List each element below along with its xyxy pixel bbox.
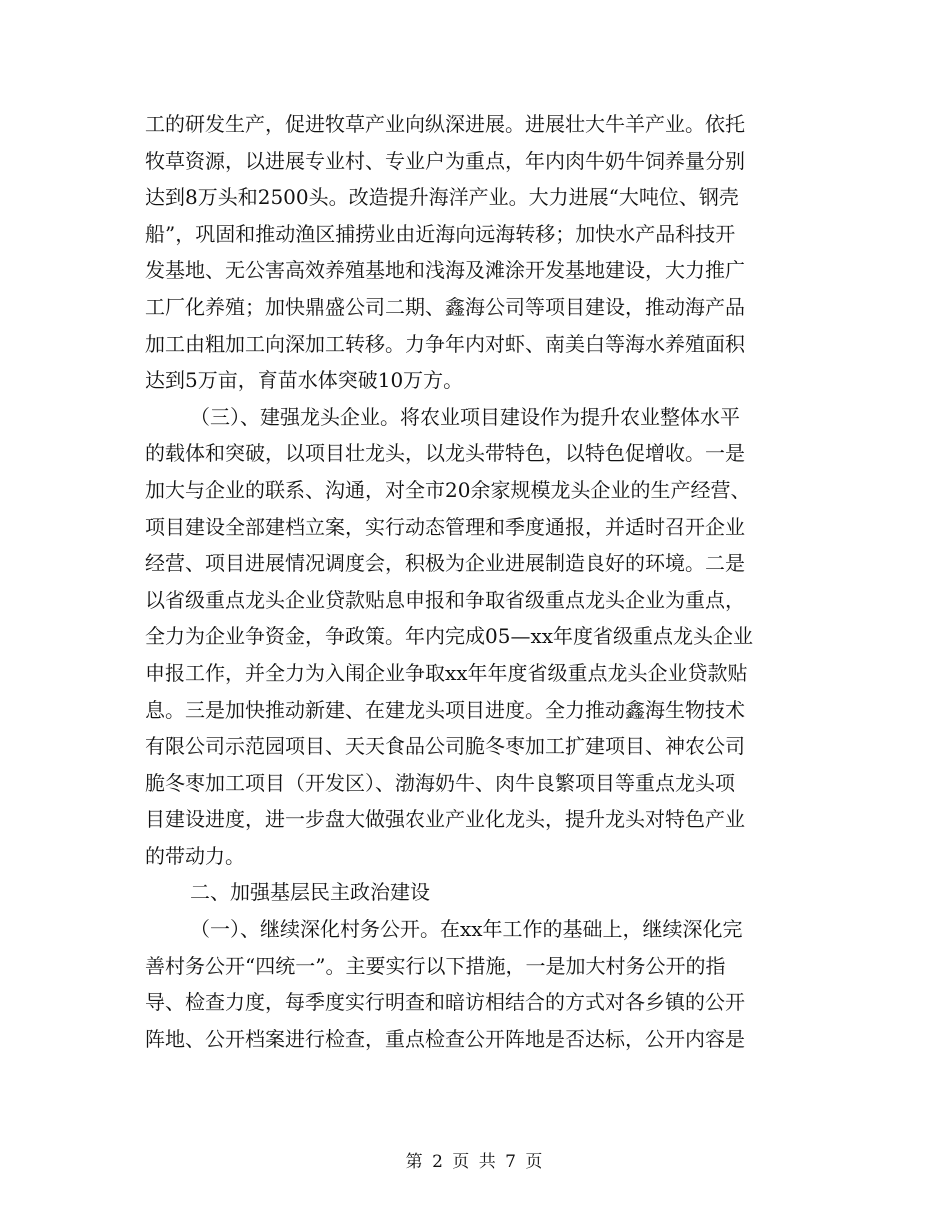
text-line: 达到8万头和2500头。改造提升海洋产业。大力进展“大吨位、钢壳 (145, 185, 739, 210)
text-line: 息。三是加快推动新建、在建龙头项目进度。全力推动鑫海生物技术 (145, 697, 745, 722)
text-line: 善村务公开“四统一”。主要实行以下措施，一是加大村务公开的指 (145, 953, 726, 978)
text-line: 申报工作，并全力为入闱企业争取xx年年度省级重点龙头企业贷款贴 (145, 660, 748, 685)
text-line: 发基地、无公害高效养殖基地和浅海及滩涂开发基地建设，大力推广 (145, 258, 745, 283)
text-line: 的载体和突破，以项目壮龙头，以龙头带特色，以特色促增收。一是 (145, 441, 745, 466)
text-line: 工的研发生产，促进牧草产业向纵深进展。进展壮大牛羊产业。依托 (145, 112, 745, 136)
text-line: 达到5万亩，育苗水体突破10万方。 (145, 368, 464, 393)
text-line: 脆冬枣加工项目（开发区）、渤海奶牛、肉牛良繁项目等重点龙头项 (145, 770, 735, 795)
paragraph-start-line: （三）、建强龙头企业。将农业项目建设作为提升农业整体水平 (190, 404, 740, 429)
section-heading: 二、加强基层民主政治建设 (190, 880, 430, 905)
text-line: 船”，巩固和推动渔区捕捞业由近海向远海转移；加快水产品科技开 (145, 221, 736, 246)
text-line: 加大与企业的联系、沟通，对全市20余家规模龙头企业的生产经营、 (145, 477, 751, 502)
text-line: 的带动力。 (145, 843, 245, 868)
paragraph-start-line: （一）、继续深化村务公开。在xx年工作的基础上，继续深化完 (190, 917, 743, 942)
body-text (145, 106, 805, 1057)
text-line: 目建设进度，进一步盘大做强农业产业化龙头，提升龙头对特色产业 (145, 807, 745, 832)
text-line: 加工由粗加工向深加工转移。力争年内对虾、南美白等海水养殖面积 (145, 331, 745, 356)
text-line: 有限公司示范园项目、天天食品公司脆冬枣加工扩建项目、神农公司 (145, 734, 745, 759)
page-number: 第 2 页 共 7 页 (405, 1152, 545, 1172)
text-line: 导、检查力度，每季度实行明查和暗访相结合的方式对各乡镇的公开 (145, 990, 745, 1015)
text-line: 牧草资源，以进展专业村、专业户为重点，年内肉牛奶牛饲养量分别 (145, 148, 745, 173)
text-line: 以省级重点龙头企业贷款贴息申报和争取省级重点龙头企业为重点， (145, 587, 745, 612)
text-line: 工厂化养殖；加快鼎盛公司二期、鑫海公司等项目建设，推动海产品 (145, 294, 745, 319)
text-line: 项目建设全部建档立案，实行动态管理和季度通报，并适时召开企业 (145, 514, 745, 539)
text-line: 阵地、公开档案进行检查，重点检查公开阵地是否达标，公开内容是 (145, 1026, 745, 1051)
text-line: 经营、项目进展情况调度会，积极为企业进展制造良好的环境。二是 (145, 551, 745, 576)
text-line: 全力为企业争资金，争政策。年内完成05—xx年度省级重点龙头企业 (145, 624, 754, 649)
